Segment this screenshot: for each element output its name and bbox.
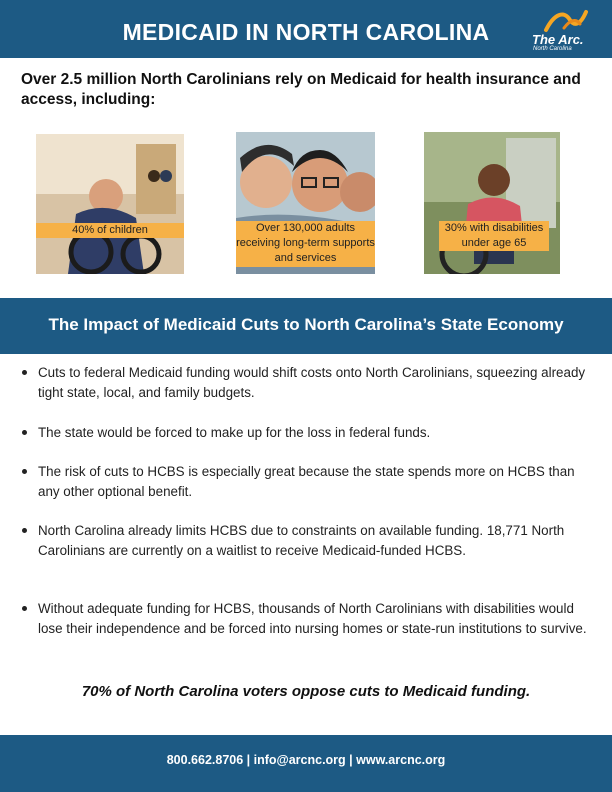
list-item xyxy=(38,462,593,502)
bullet-dot-icon xyxy=(22,606,27,611)
photo-man-wheelchair xyxy=(424,132,560,274)
list-item xyxy=(38,363,593,403)
photo-caption: 30% with disabilities under age 65 xyxy=(439,221,549,251)
list-item xyxy=(38,521,593,561)
photo-caption: Over 130,000 adults receiving long-term supports and services xyxy=(236,221,375,267)
bullet-dot-icon xyxy=(22,430,27,435)
bullet-dot-icon xyxy=(22,528,27,533)
photo-child xyxy=(36,134,184,274)
bullet-text: North Carolina already limits HCBS due to constraints on available funding. 18,771 North Carolinians are currently on a waitlist to receive Medicaid-funded HCBS. xyxy=(38,523,565,558)
list-item xyxy=(38,423,593,443)
section-title: The Impact of Medicaid Cuts to North Carolina’s State Economy xyxy=(48,315,564,334)
bullet-text: The risk of cuts to HCBS is especially great because the state spends more on HCBS than any other optional benefit. xyxy=(38,464,575,499)
logo-subtitle: North Carolina xyxy=(533,46,572,52)
section-band xyxy=(0,298,612,354)
bullet-dot-icon xyxy=(22,370,27,375)
photo-caption: 40% of children xyxy=(36,223,184,238)
header-bar xyxy=(0,0,612,58)
callout-statement: 70% of North Carolina voters oppose cuts to Medicaid funding. xyxy=(81,683,531,700)
logo-name: The Arc. xyxy=(532,32,584,47)
bullet-dot-icon xyxy=(22,469,27,474)
bullet-text: Without adequate funding for HCBS, thousands of North Carolinians with disabilities would lose their independence and be forced into nursing homes or state-run institutions to survive. xyxy=(38,601,587,636)
list-item xyxy=(38,599,593,639)
footer-bar xyxy=(0,735,612,792)
page-title: MEDICAID IN NORTH CAROLINA xyxy=(122,19,490,45)
bullet-text: Cuts to federal Medicaid funding would shift costs onto North Carolinians, squeezing already tight state, local, and family budgets. xyxy=(38,365,586,400)
bullet-text: The state would be forced to make up for the loss in federal funds. xyxy=(38,425,431,440)
intro-text: Over 2.5 million North Carolinians rely on Medicaid for health insurance and access, including: xyxy=(21,71,581,108)
arc-logo xyxy=(528,6,608,54)
contact-info: 800.662.8706 | info@arcnc.org | www.arcnc.org xyxy=(166,753,446,767)
